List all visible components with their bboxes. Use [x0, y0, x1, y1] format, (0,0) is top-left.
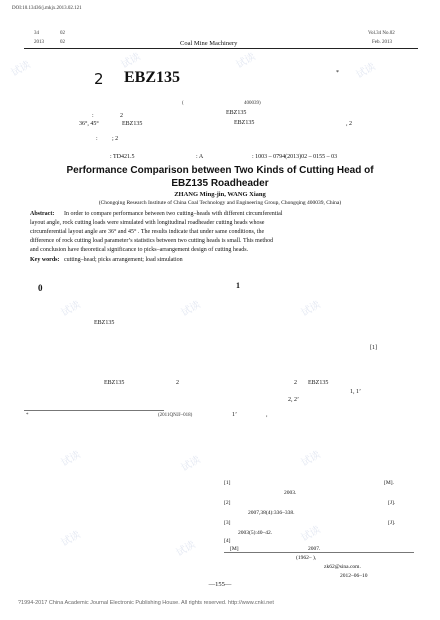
abstract-line-5: and conclusion have theoretical significance to picks–arrangement design of cutting heads. — [30, 247, 249, 253]
keywords-text: cutting–head; picks arrangement; load simulation — [64, 257, 183, 263]
cn-title-model: EBZ135 — [124, 69, 181, 86]
ref-2-mark: [2] — [224, 500, 231, 506]
ref-4-mark: [4] — [224, 538, 231, 544]
clc-number: : TD421.5 — [110, 154, 135, 160]
issn-article-number: : 1003 – 0794(2013)02 – 0155 – 03 — [252, 154, 338, 160]
fund-star: * — [26, 413, 29, 418]
watermark-stamp: 试读 — [299, 299, 323, 319]
body-fig-ref2: 2, 2’ — [288, 397, 299, 403]
body-ebz-a: EBZ135 — [94, 320, 115, 326]
ref-1-mark: [1] — [224, 480, 231, 486]
cn-abs-angles: 36°, 45° — [79, 121, 99, 127]
cn-abs-colon: : — [92, 113, 94, 119]
en-title-line2: EBZ135 Roadheader — [171, 178, 269, 189]
ref-1-year: 2003. — [284, 490, 297, 496]
ref-3-mark: [3] — [224, 520, 231, 526]
cn-keywords-semi: ; 2 — [112, 136, 119, 142]
cn-keywords-colon: : — [96, 136, 98, 142]
cn-abs-model3: EBZ135 — [122, 121, 143, 127]
section-0-heading: 0 — [38, 283, 43, 293]
watermark-stamp: 试读 — [59, 299, 83, 319]
en-authors: ZHANG Ming-jin, WANG Xiang — [174, 191, 266, 198]
keywords-label: Key words: — [30, 257, 60, 263]
header-issue-bottom: 02 — [60, 40, 65, 45]
header-year: 2013 — [34, 40, 44, 45]
cn-affil-zip: 400039) — [244, 101, 261, 106]
footnote-rule — [24, 410, 164, 411]
ref-3-year: 2003(5):40–42. — [238, 530, 273, 536]
body-ebz-c: EBZ135 — [308, 380, 329, 386]
ref-4-line2: [M] — [230, 546, 239, 552]
journal-name: Coal Mine Machinery — [180, 40, 238, 47]
abstract-line-4: difference of rock cutting load parameter’s statistics between two cutting heads is small. This method — [30, 238, 274, 244]
author-email: zk62@sina.com. — [324, 564, 361, 570]
ref-2-year: 2007,38(4):336–338. — [248, 510, 295, 516]
document-code: : A — [196, 154, 204, 160]
en-affiliation: (Chongqing Research Institute of China Coal Technology and Engineering Group, Chongqing 400039, China) — [98, 200, 342, 206]
watermark-stamp: 试读 — [119, 51, 143, 71]
watermark-stamp: 试读 — [299, 449, 323, 469]
abstract-line-2: layout angle, rock cutting loads were simulated with longitudinal roadheader cutting heads whose — [30, 220, 265, 226]
cn-affil-paren: ( — [182, 101, 184, 106]
watermark-stamp: 试读 — [234, 51, 258, 71]
header-date-right: Feb. 2013 — [372, 40, 392, 45]
watermark-stamp: 试读 — [354, 61, 378, 81]
cn-abs-model1: EBZ135 — [226, 110, 247, 116]
body-two-b: 2 — [294, 380, 297, 386]
watermark-stamp: 试读 — [174, 539, 198, 559]
header-rule — [24, 48, 418, 49]
author-note-year: 2007. — [308, 546, 321, 552]
body-ref1-mark: [1] — [370, 345, 377, 351]
abstract-label: Abstract: — [30, 211, 55, 217]
header-volume: 34 — [34, 31, 39, 36]
ref-1-tail: [M]. — [384, 480, 394, 486]
abstract-line-1: In order to compare performance between two cutting–heads with different circumferential — [64, 211, 283, 217]
cn-abs-model2: EBZ135 — [234, 120, 255, 126]
fund-code: (2011QNJJ–018) — [158, 413, 193, 418]
cn-abs-num: 2 — [120, 113, 123, 119]
ref-3-tail: [J]. — [388, 520, 396, 526]
body-ebz-b: EBZ135 — [104, 380, 125, 386]
body-fig-ref1: 1, 1’ — [350, 389, 361, 395]
abstract-line-3: circumferential layout angle are 36° and 45° . The results indicate that under same conditions, the — [30, 229, 265, 235]
watermark-stamp: 试读 — [179, 299, 203, 319]
watermark-stamp: 试读 — [179, 454, 203, 474]
watermark-stamp: 试读 — [299, 524, 323, 544]
en-title-line1: Performance Comparison between Two Kinds of Cutting Head of — [66, 165, 374, 176]
cn-abs-end: , 2 — [346, 121, 352, 127]
watermark-stamp: 试读 — [59, 529, 83, 549]
body-two-a: 2 — [176, 380, 179, 386]
section-1-heading: 1 — [236, 281, 240, 290]
fund-one: 1’ — [232, 412, 237, 418]
header-volume-right: Vol.34 No.02 — [368, 31, 395, 36]
page-number: —155— — [208, 581, 232, 588]
fund-comma: , — [266, 412, 268, 418]
cn-title-star: * — [336, 70, 339, 76]
received-date: 2012–06–10 — [340, 573, 368, 579]
author-born: (1962– ), — [296, 555, 317, 561]
ref-2-tail: [J]. — [388, 500, 396, 506]
watermark-stamp: 试读 — [59, 449, 83, 469]
doi-text: DOI:10.13436/j.mkjx.2013.02.121 — [12, 6, 82, 11]
header-issue-top: 02 — [60, 31, 65, 36]
cn-title-number: 2 — [94, 70, 104, 88]
author-note-rule — [224, 552, 414, 553]
copyright-footer: ?1994-2017 China Academic Journal Electronic Publishing House. All rights reserved. http://www.cnki.net — [18, 600, 274, 606]
watermark-stamp: 试读 — [9, 59, 33, 79]
